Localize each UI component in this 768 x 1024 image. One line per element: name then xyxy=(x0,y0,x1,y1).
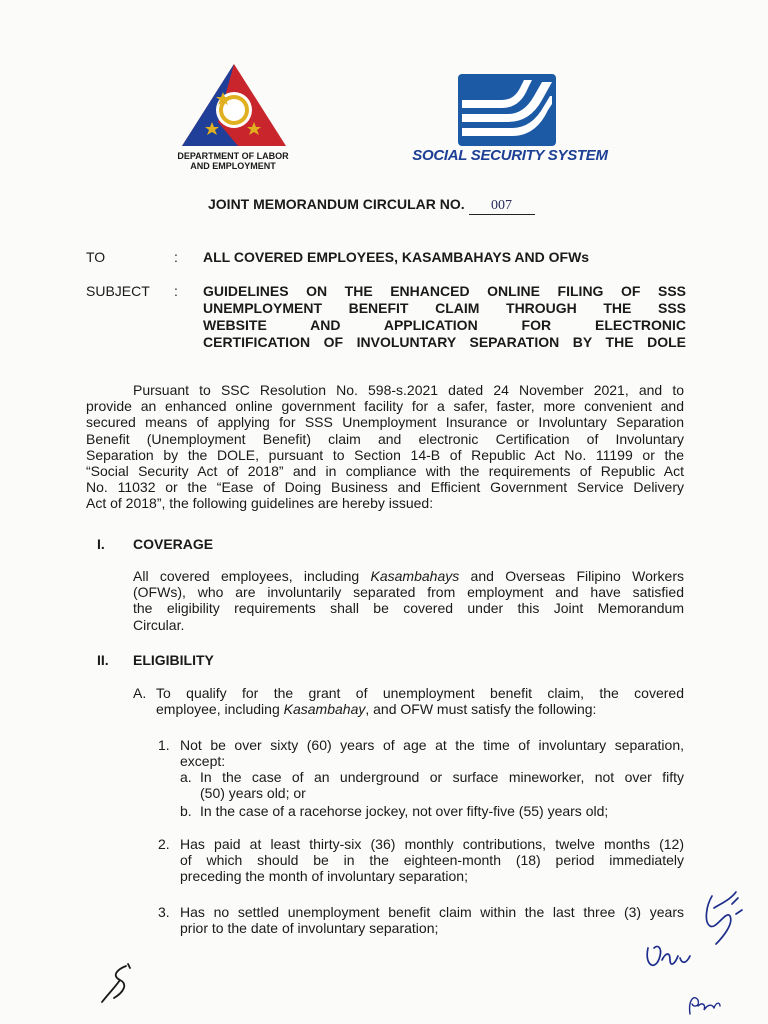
eligibility-requirement-2 xyxy=(158,836,684,886)
memorandum-title xyxy=(208,196,535,215)
sub-item-line: (50) years old; or xyxy=(200,785,306,801)
initial-signature-bottom-right xyxy=(684,990,724,1018)
item-label: 3. xyxy=(158,904,170,920)
text-run: and Overseas Filipino Workers xyxy=(459,568,684,584)
item-label: A. xyxy=(133,685,147,701)
memo-to-value: ALL COVERED EMPLOYEES, KASAMBAHAYS AND OFWs xyxy=(203,249,590,265)
sub-item-body xyxy=(200,803,684,819)
memo-colon: : xyxy=(174,283,178,299)
eligibility-requirement-1 xyxy=(158,737,684,822)
memorandum-title-text: JOINT MEMORANDUM CIRCULAR NO. xyxy=(208,196,465,212)
intro-line: provide an enhanced online government facility for a safer, faster, more convenient and xyxy=(86,398,684,415)
text-run: employee, including xyxy=(156,701,284,717)
text-run: All covered employees, including xyxy=(133,568,371,584)
item-body xyxy=(180,737,684,819)
intro-line: Separation by the DOLE, pursuant to Section 14-B of Republic Act No. 11199 or the xyxy=(86,446,684,463)
subject-line: GUIDELINES ON THE ENHANCED ONLINE FILING OF SSS xyxy=(203,283,686,299)
eligibility-requirement-3 xyxy=(158,904,684,938)
memo-subject-label: SUBJECT xyxy=(86,283,150,299)
intro-line: Act of 2018”, the following guidelines are hereby issued: xyxy=(86,495,434,512)
memo-colon: : xyxy=(174,249,178,265)
memo-subject-row xyxy=(86,283,686,353)
dole-caption-line: DEPARTMENT OF LABOR xyxy=(177,151,289,161)
intro-line: Pursuant to SSC Resolution No. 598-s.2021 dated 24 November 2021, and to xyxy=(133,382,684,398)
item-label: 1. xyxy=(158,737,170,753)
dole-caption-line: AND EMPLOYMENT xyxy=(190,161,276,171)
subject-line: WEBSITE AND APPLICATION FOR ELECTRONIC xyxy=(203,317,686,333)
item-line: except: xyxy=(180,753,226,769)
memo-subject-value xyxy=(203,283,686,351)
sub-item-label: a. xyxy=(180,769,192,785)
item-label: 2. xyxy=(158,836,170,852)
eligibility-item-a xyxy=(133,685,684,719)
text-run-italic: Kasambahays xyxy=(370,568,460,584)
item-line: preceding the month of involuntary separation; xyxy=(180,868,468,884)
subject-line: CERTIFICATION OF INVOLUNTARY SEPARATION BY THE DOLE xyxy=(203,334,686,350)
intro-line: “Social Security Act of 2018” and in compliance with the requirements of Republic Act xyxy=(86,463,684,480)
memo-to-row xyxy=(86,249,686,267)
section-title: ELIGIBILITY xyxy=(133,652,214,668)
coverage-line: (OFWs), who are involuntarily separated from employment and have satisfied xyxy=(133,584,684,601)
item-line: Has no settled unemployment benefit claim within the last three (3) years xyxy=(180,904,684,920)
sub-item-b xyxy=(180,803,684,819)
item-line: To qualify for the grant of unemployment benefit claim, the covered xyxy=(156,685,684,701)
sss-caption: SOCIAL SECURITY SYSTEM xyxy=(412,147,608,164)
sss-logo xyxy=(458,74,556,146)
section-title: COVERAGE xyxy=(133,536,214,552)
text-run: , and OFW must satisfy the following: xyxy=(365,701,597,717)
section-number: II. xyxy=(97,652,109,668)
dole-logo xyxy=(178,62,290,152)
item-body xyxy=(180,904,684,936)
handwritten-signature-right xyxy=(640,886,750,976)
item-line: Not be over sixty (60) years of age at the time of involuntary separation, xyxy=(180,737,684,753)
intro-paragraph xyxy=(86,382,684,512)
intro-line: Benefit (Unemployment Benefit) claim and electronic Certification of Involuntary xyxy=(86,430,684,447)
section-coverage-heading xyxy=(97,536,397,554)
section-eligibility-heading xyxy=(97,652,397,670)
sub-item-a xyxy=(180,769,684,803)
sub-item-line: In the case of an underground or surface mineworker, not over fifty xyxy=(200,769,684,785)
item-body xyxy=(180,836,684,884)
section-number: I. xyxy=(97,536,105,552)
item-line: of which should be in the eighteen-month (18) period immediately xyxy=(180,852,684,868)
item-body xyxy=(156,685,684,717)
subject-line: UNEMPLOYMENT BENEFIT CLAIM THROUGH THE SSS xyxy=(203,300,686,316)
sub-item-body xyxy=(200,769,684,801)
memorandum-number: 007 xyxy=(469,198,535,215)
coverage-line xyxy=(133,568,684,584)
coverage-paragraph xyxy=(133,568,684,633)
memo-to-label: TO xyxy=(86,249,106,265)
text-run-italic: Kasambahay xyxy=(283,701,366,717)
dole-caption xyxy=(158,151,308,171)
intro-line: No. 11032 or the “Ease of Doing Business and Efficient Government Service Delivery xyxy=(86,479,684,496)
sub-item-label: b. xyxy=(180,803,192,819)
coverage-line: the eligibility requirements shall be covered under this Joint Memorandum xyxy=(133,600,684,617)
item-line xyxy=(156,701,684,717)
coverage-line: Circular. xyxy=(133,616,185,633)
item-line: Has paid at least thirty-six (36) monthly contributions, twelve months (12) xyxy=(180,836,684,852)
sub-item-line: In the case of a racehorse jockey, not over fifty-five (55) years old; xyxy=(200,803,609,819)
initial-signature-left xyxy=(98,962,148,1006)
item-line: prior to the date of involuntary separation; xyxy=(180,920,439,936)
intro-line: secured means of applying for SSS Unemployment Insurance or Involuntary Separation xyxy=(86,414,684,431)
